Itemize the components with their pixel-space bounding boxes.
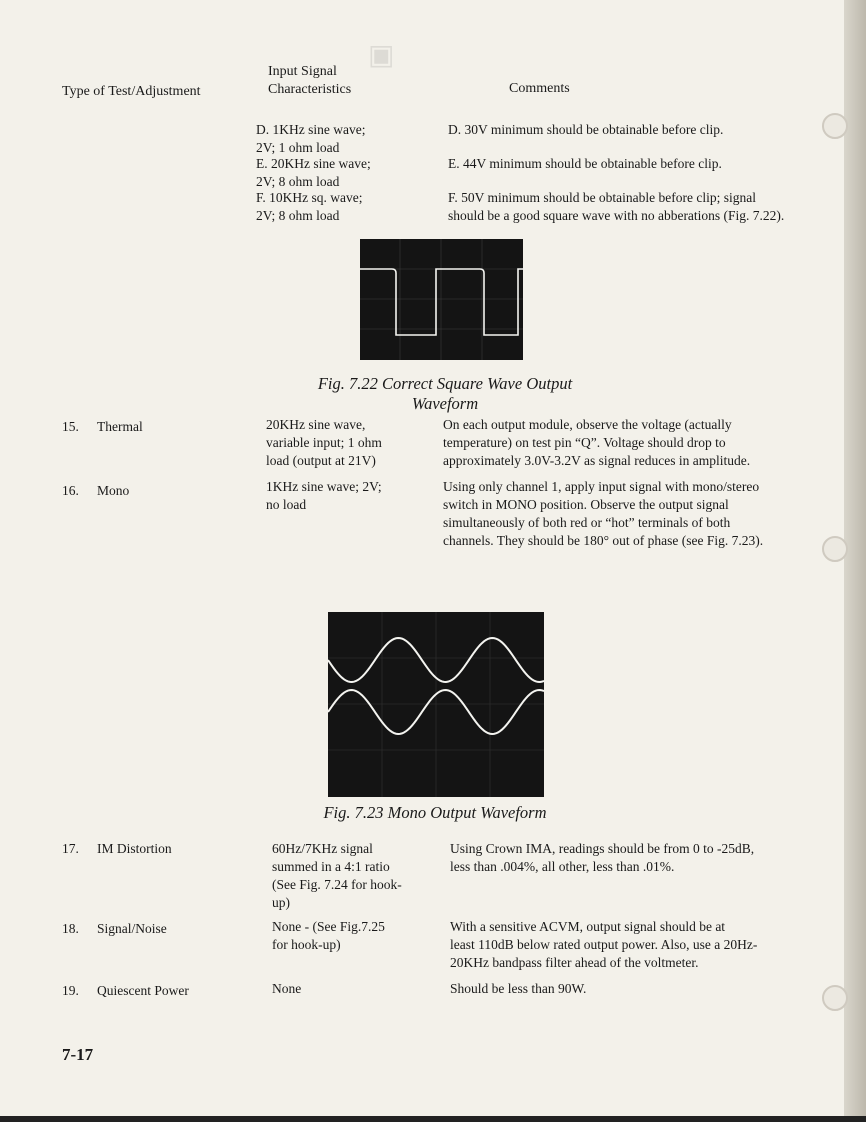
- comment-f-line1: F. 50V minimum should be obtainable before clip; signal: [448, 190, 757, 205]
- input-d-line1: D. 1KHz sine wave;: [256, 122, 366, 137]
- header-input-signal: [268, 63, 351, 99]
- fig-7-23-caption: Fig. 7.23 Mono Output Waveform: [323, 803, 547, 822]
- row18-comment-line3: 20KHz bandpass filter ahead of the voltmeter.: [450, 955, 699, 970]
- row16-comment-line3: simultaneously of both red or “hot” terminals of both: [443, 515, 731, 530]
- comment-d: D. 30V minimum should be obtainable before clip.: [448, 122, 724, 137]
- row18-comment: [450, 918, 757, 972]
- input-d-line2: 2V; 1 ohm load: [256, 140, 340, 155]
- row18-input: [272, 918, 385, 954]
- fig-7-22-caption-line1: Fig. 7.22 Correct Square Wave Output: [317, 374, 573, 393]
- row17-comment-line1: Using Crown IMA, readings should be from 0 to -25dB,: [450, 841, 755, 856]
- row19-input: None: [272, 981, 302, 996]
- input-f: [256, 189, 363, 225]
- square-wave-scope-image: [360, 239, 523, 360]
- row16-name: Mono: [97, 483, 130, 498]
- input-f-line1: F. 10KHz sq. wave;: [256, 190, 363, 205]
- row15-comment-line1: On each output module, observe the voltage (actually: [443, 417, 732, 432]
- row18-input-line2: for hook-up): [272, 937, 341, 952]
- binder-hole-middle: [822, 536, 848, 562]
- row15-input-line1: 20KHz sine wave,: [266, 417, 366, 432]
- row18-name: Signal/Noise: [97, 921, 167, 936]
- row15-number: 15.: [62, 419, 79, 434]
- scan-edge: [0, 1116, 866, 1122]
- input-e-line1: E. 20KHz sine wave;: [256, 156, 371, 171]
- row15-name: Thermal: [97, 419, 143, 434]
- header-comments: Comments: [509, 81, 570, 96]
- binder-hole-top: [822, 113, 848, 139]
- row17-comment: [450, 840, 754, 876]
- binder-hole-bottom: [822, 985, 848, 1011]
- header-input-signal-line2: Characteristics: [268, 82, 352, 97]
- row16-input-line2: no load: [266, 497, 307, 512]
- mono-sine-scope-image: [328, 612, 544, 797]
- comment-f-line2: should be a good square wave with no abberations (Fig. 7.22).: [448, 208, 785, 223]
- comment-e: E. 44V minimum should be obtainable before clip.: [448, 156, 722, 171]
- row17-input-line1: 60Hz/7KHz signal: [272, 841, 373, 856]
- row19-number: 19.: [62, 983, 79, 998]
- header-type-of-test: Type of Test/Adjustment: [62, 84, 201, 99]
- fig-7-22-caption-line2: Waveform: [411, 394, 479, 413]
- input-e-line2: 2V; 8 ohm load: [256, 174, 340, 189]
- row17-input-line2: summed in a 4:1 ratio: [272, 859, 390, 874]
- row16-input: [266, 478, 382, 514]
- row17-comment-line2: less than .004%, all other, less than .01%.: [450, 859, 675, 874]
- row17-name: IM Distortion: [97, 841, 172, 856]
- row19-comment: Should be less than 90W.: [450, 981, 587, 996]
- row17-input-line4: up): [272, 895, 290, 910]
- row17-input: [272, 840, 402, 912]
- row19-name: Quiescent Power: [97, 983, 189, 998]
- input-e: [256, 155, 371, 191]
- row18-comment-line2: least 110dB below rated output power. Also, use a 20Hz-: [450, 937, 758, 952]
- input-d: [256, 121, 365, 157]
- binder-margin: [844, 0, 866, 1122]
- row15-input-line3: load (output at 21V): [266, 453, 376, 468]
- row17-input-line3: (See Fig. 7.24 for hook-: [272, 877, 402, 892]
- row15-comment-line2: temperature) on test pin “Q”. Voltage should drop to: [443, 435, 726, 450]
- page-number: 7-17: [62, 1045, 94, 1064]
- input-f-line2: 2V; 8 ohm load: [256, 208, 340, 223]
- fig-7-22-caption: [270, 374, 620, 414]
- row15-input-line2: variable input; 1 ohm: [266, 435, 382, 450]
- row16-comment-line1: Using only channel 1, apply input signal with mono/stereo: [443, 479, 760, 494]
- row16-number: 16.: [62, 483, 79, 498]
- bleed-through-logo: ▣: [368, 39, 397, 70]
- row18-comment-line1: With a sensitive ACVM, output signal should be at: [450, 919, 726, 934]
- row15-input: [266, 416, 382, 470]
- row16-comment: [443, 478, 763, 550]
- row18-input-line1: None - (See Fig.7.25: [272, 919, 385, 934]
- row15-comment-line3: approximately 3.0V-3.2V as signal reduces in amplitude.: [443, 453, 751, 468]
- row15-comment: [443, 416, 750, 470]
- row16-comment-line4: channels. They should be 180° out of phase (see Fig. 7.23).: [443, 533, 764, 548]
- comment-f: [448, 189, 784, 225]
- header-input-signal-line1: Input Signal: [268, 64, 337, 79]
- row17-number: 17.: [62, 841, 79, 856]
- row16-input-line1: 1KHz sine wave; 2V;: [266, 479, 382, 494]
- row16-comment-line2: switch in MONO position. Observe the output signal: [443, 497, 729, 512]
- row18-number: 18.: [62, 921, 79, 936]
